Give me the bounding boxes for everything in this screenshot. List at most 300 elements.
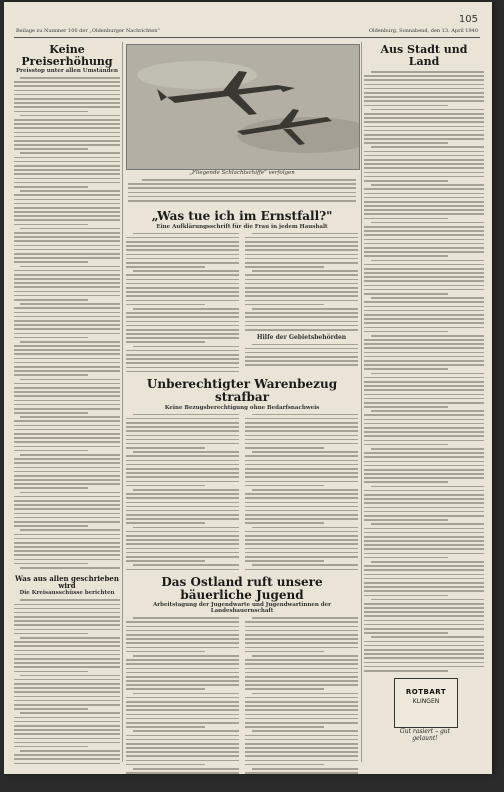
text-line [245,638,358,640]
text-line [14,245,120,247]
text-line [364,134,484,136]
text-line [364,96,484,98]
text-line [14,658,120,660]
text-line [364,188,484,190]
text-line [245,287,358,289]
text-line [20,712,120,714]
text-line [364,343,484,345]
text-line [20,492,120,494]
text-line [126,739,239,741]
text-line [364,155,484,157]
text-line [371,599,484,601]
text-line [245,506,358,508]
text-line [126,543,239,545]
text-line [14,408,120,410]
text-line [364,544,484,546]
text-line [364,398,484,400]
text-line [14,98,120,100]
text-line [364,84,484,86]
text-line [364,163,484,165]
text-line [364,243,484,245]
header-rule [14,37,480,38]
text-line [126,676,239,678]
text-line [133,308,239,310]
text-line [126,300,239,302]
text-line [14,462,120,464]
text-line [20,454,120,456]
text-line [14,211,120,213]
text-line [245,751,358,753]
text-line [14,395,120,397]
text-line [371,410,484,412]
text-line [14,687,120,689]
text-line [245,735,358,737]
text-line [364,477,484,479]
text-line [14,521,120,523]
text-line [245,295,358,297]
text-line [364,126,484,128]
text-line [20,266,120,268]
text-line [14,754,120,756]
text-line [14,291,120,293]
text-line [252,451,358,453]
text-line [245,348,358,350]
text-line [364,528,484,530]
text-line [245,556,358,558]
text-line [364,239,484,241]
text-line [245,709,358,711]
text-line [14,508,120,510]
text-line [364,519,448,521]
text-line [133,564,239,566]
text-line [14,746,88,748]
text-line [245,426,358,428]
text-line [128,192,356,194]
text-line [126,237,239,239]
text-line [364,113,484,115]
text-line [14,542,120,544]
text-line [14,370,120,372]
text-line [14,278,120,280]
text-line [126,522,205,524]
text-line [126,569,239,571]
text-line [364,666,484,668]
text-line [14,620,120,622]
text-line [14,666,120,668]
text-line [364,511,484,513]
text-line [245,651,324,653]
text-line [14,362,120,364]
text-line [245,447,324,449]
text-line [126,552,239,554]
text-line [245,254,358,256]
text-line [245,722,358,724]
text-line [126,283,239,285]
text-line [126,630,239,632]
ad-subtitle: KLINGEN [412,698,440,705]
text-line [14,471,120,473]
text-line [245,510,358,512]
text-line [126,510,239,512]
text-line [126,726,205,728]
text-line [128,183,356,185]
text-line [364,456,484,458]
photo-caption: „Fliegende Schlachtschiffe" verfolgen [189,170,295,176]
text-line [252,489,358,491]
text-line [245,472,358,474]
text-line [364,620,484,622]
text-line [371,373,484,375]
text-line [364,670,448,672]
text-line [252,768,358,770]
text-line [14,282,120,284]
text-line [14,425,120,427]
text-line [364,536,484,538]
text-line [364,435,484,437]
text-line [14,199,120,201]
text-line [245,630,358,632]
text-line [364,289,484,291]
two-column-article [126,233,358,373]
ad-tagline: Gut rasiert – gut gelaunt! [399,728,451,742]
text-line [364,318,484,320]
text-line [133,655,239,657]
newspaper-page [4,2,492,774]
text-line [364,423,484,425]
text-line [245,647,358,649]
text-line [245,435,358,437]
text-line [126,751,239,753]
text-line [14,144,120,146]
text-line [364,327,484,329]
text-line [364,377,484,379]
right-column [364,42,484,672]
text-line [126,535,239,537]
text-line [14,450,88,452]
text-line [364,481,448,483]
text-line [126,362,239,364]
text-line [364,285,484,287]
article-body [14,599,120,764]
text-line [364,452,484,454]
photo-caption-block [128,170,356,202]
text-line [245,726,324,728]
text-line [14,662,120,664]
text-line [245,460,358,462]
text-line [14,554,120,556]
text-line [14,85,120,87]
text-line [14,90,120,92]
text-line [14,729,120,731]
text-line [364,310,484,312]
text-line [14,353,120,355]
text-line [245,329,358,331]
text-line [14,316,120,318]
text-line [14,763,120,765]
text-line [364,347,484,349]
text-line [245,312,358,314]
column-rule [361,42,362,762]
text-line [14,641,120,643]
text-line [245,493,358,495]
text-line [364,142,448,144]
text-line [364,117,484,119]
text-line [14,704,120,706]
article-column [245,233,358,373]
text-line [126,688,205,690]
text-line [14,517,120,519]
text-line [245,548,358,550]
text-line [245,626,358,628]
text-line [126,481,239,483]
text-line [126,426,239,428]
text-line [14,633,88,635]
text-line [126,735,239,737]
text-line [20,599,120,601]
text-line [245,714,358,716]
text-line [245,258,358,260]
text-line [14,295,120,297]
text-line [126,663,239,665]
article-body [245,414,358,571]
text-line [126,321,239,323]
text-line [371,146,484,148]
text-line [14,224,88,226]
text-line [14,467,120,469]
text-line [364,603,484,605]
text-line [364,419,484,421]
text-line [20,637,120,639]
text-line [364,193,484,195]
two-column-article [126,414,358,571]
text-line [126,485,205,487]
text-line [364,167,484,169]
text-line [126,354,239,356]
text-line [371,222,484,224]
text-line [364,578,484,580]
text-line [364,268,484,270]
text-line [126,697,239,699]
text-line [14,404,120,406]
text-line [245,535,358,537]
text-line [14,249,120,251]
text-line [252,617,358,619]
text-line [126,722,239,724]
article-body [126,233,239,373]
text-line [126,329,239,331]
text-line [371,486,484,488]
text-line [364,381,484,383]
text-line [14,429,120,431]
text-line [14,437,120,439]
headline-keine-preiserhoehung: Keine Preiserhöhung [21,43,113,68]
text-line [14,119,120,121]
text-line [245,237,358,239]
text-line [252,527,358,529]
text-line [245,418,358,420]
text-line [245,283,358,285]
text-line [371,523,484,525]
text-line [245,514,358,516]
text-line [14,94,120,96]
text-line [14,157,120,159]
text-line [245,705,358,707]
text-line [364,469,484,471]
text-line [364,494,484,496]
text-line [245,518,358,520]
text-line [364,322,484,324]
text-line [14,496,120,498]
text-line [133,693,239,695]
text-line [126,287,239,289]
text-line [364,574,484,576]
text-line [14,207,120,209]
two-column-article [126,617,358,774]
text-line [364,92,484,94]
text-line [364,444,448,446]
text-line [245,672,358,674]
text-line [14,559,120,561]
text-line [245,422,358,424]
text-line [364,461,484,463]
text-line [14,333,120,335]
text-line [245,755,358,757]
text-line [364,213,484,215]
text-line [133,617,239,619]
text-line [364,406,448,408]
text-line [364,632,448,634]
text-line [133,270,239,272]
text-line [14,546,120,548]
text-line [14,161,120,163]
text-line [245,739,358,741]
text-line [126,333,239,335]
text-line [126,304,205,306]
text-line [14,612,120,614]
text-line [364,662,484,664]
text-line [126,705,239,707]
text-line [20,77,120,79]
text-line [20,750,120,752]
text-line [126,642,239,644]
text-line [126,680,239,682]
text-line [364,611,484,613]
text-line [126,279,239,281]
text-line [14,270,120,272]
text-line [14,349,120,351]
text-line [126,502,239,504]
text-line [364,159,484,161]
text-line [126,358,239,360]
text-line [245,304,324,306]
text-line [364,385,484,387]
text-line [14,337,88,339]
text-line [364,218,448,220]
text-line [364,360,484,362]
caption-body [128,179,356,202]
text-line [245,676,358,678]
text-line [20,228,120,230]
text-line [364,657,484,659]
text-line [14,358,120,360]
text-line [364,427,484,429]
text-line [245,245,358,247]
text-line [364,205,484,207]
text-line [364,565,484,567]
text-line [126,621,239,623]
text-line [126,367,239,369]
text-line [252,270,358,272]
article-body [126,414,239,571]
text-line [126,325,239,327]
text-line [364,234,484,236]
text-line [126,638,239,640]
text-line [126,672,239,674]
text-line [245,430,358,432]
text-line [14,169,120,171]
text-line [126,430,239,432]
text-line [245,531,358,533]
text-line [364,209,484,211]
text-line [14,725,120,727]
text-line [126,254,239,256]
text-line [245,701,358,703]
airplane-photo-illustration [127,45,359,169]
text-line [126,747,239,749]
text-line [126,497,239,499]
text-line [245,241,358,243]
text-line [245,455,358,457]
text-line [371,71,484,73]
text-line [371,561,484,563]
text-line [364,540,484,542]
text-line [14,240,120,242]
page-number: 105 [458,14,478,25]
subhead: Arbeitstagung der Jugendwarte und Jugendwartinnen der Landesbauernschaft [152,602,332,615]
text-line [14,400,120,402]
text-line [245,634,358,636]
text-line [14,136,120,138]
text-line [14,475,120,477]
text-line [364,548,484,550]
text-line [245,316,358,318]
text-line [245,560,324,562]
text-line [245,468,358,470]
text-line [14,608,120,610]
text-line [252,344,358,346]
text-line [128,196,356,198]
text-line [20,190,120,192]
text-line [14,328,120,330]
text-line [252,693,358,695]
headline-was-tue-ich: „Was tue ich im Ernstfall?" [151,209,333,223]
text-line [14,312,120,314]
text-line [14,550,120,552]
text-line [14,534,120,536]
text-line [364,151,484,153]
text-line [364,276,484,278]
text-line [133,730,239,732]
text-line [245,642,358,644]
text-line [14,148,88,150]
text-line [364,172,484,174]
text-line [14,307,120,309]
text-line [20,567,120,569]
text-line [245,663,358,665]
running-head-left: Beilage zu Nummer 100 der „Oldenburger Nachrichten" [16,28,160,34]
text-line [245,569,358,571]
text-line [14,274,120,276]
